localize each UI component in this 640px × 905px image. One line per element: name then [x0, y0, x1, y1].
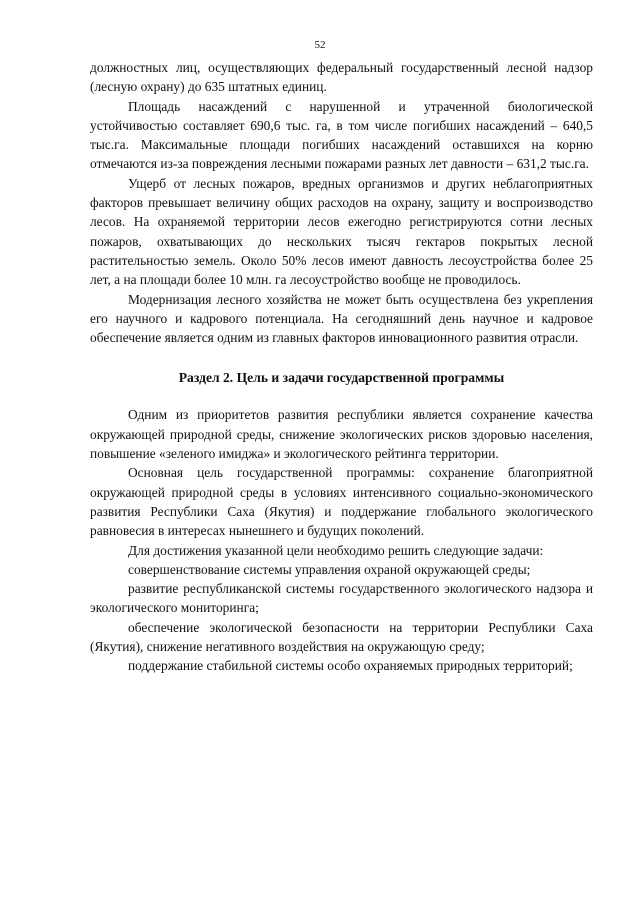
task-item: развитие республиканской системы государственного экологического надзора и экологического мониторинга; — [90, 581, 593, 616]
paragraph-modernization: Модернизация лесного хозяйства не может быть осуществлена без укрепления его научного и кадрового потенциала. На сегодняшний день научное и кадровое обеспечение является одним из главных факторов инновационного развития отрасли. — [90, 291, 593, 346]
task-item: поддержание стабильной системы особо охраняемых природных территорий; — [128, 658, 573, 674]
page-number: 52 — [314, 39, 326, 51]
paragraph-continued: должностных лиц, осуществляющих федеральный государственный лесной надзор (лесную охрану) до 635 штатных единиц. — [90, 60, 593, 95]
page-content — [90, 58, 593, 676]
paragraph-damaged-stands: Площадь насаждений с нарушенной и утраченной биологической устойчивостью составляет 690,6 тыс. га, в том числе погибших насаждений – 640,5 тыс.га. Максимальные площади погибших насаждений оставшихся на корню отмечаются из-за повреждения лесными пожарами разных лет давности – 631,2 тыс.га. — [90, 98, 593, 172]
task-item: совершенствование системы управления охраной окружающей среды; — [128, 561, 531, 577]
paragraph-fire-damage: Ущерб от лесных пожаров, вредных организмов и других неблагоприятных факторов превышает величину общих расходов на охрану, защиту и воспроизводство лесов. На охраняемой территории лесов ежегодно регистрируются сотни лесных пожаров, охватывающих до нескольких тысяч гектаров покрытых лесной растительностью земель. Около 50% лесов имеют давность лесоустройства более 25 лет, а на площади более 10 млн. га лесоустройство вообще не проводилось. — [90, 175, 593, 288]
section-heading: Раздел 2. Цель и задачи государственной программы — [178, 370, 505, 386]
paragraph-priorities: Одним из приоритетов развития республики является сохранение качества окружающей природной среды, снижение экологических рисков здоровью населения, повышение «зеленого имиджа» и экологического рейтинга территории. — [90, 407, 593, 462]
task-item: обеспечение экологической безопасности на территории Республики Саха (Якутия), снижение негативного воздействия на окружающую среду; — [90, 619, 593, 655]
paragraph-tasks-intro: Для достижения указанной цели необходимо решить следующие задачи: — [128, 542, 544, 558]
paragraph-main-goal: Основная цель государственной программы: сохранение благоприятной окружающей природной среды в условиях интенсивного социально-экономического развития Республики Саха (Якутия) и поддержание глобального экологического равновесия в интересах нынешнего и будущих поколений. — [90, 465, 593, 539]
